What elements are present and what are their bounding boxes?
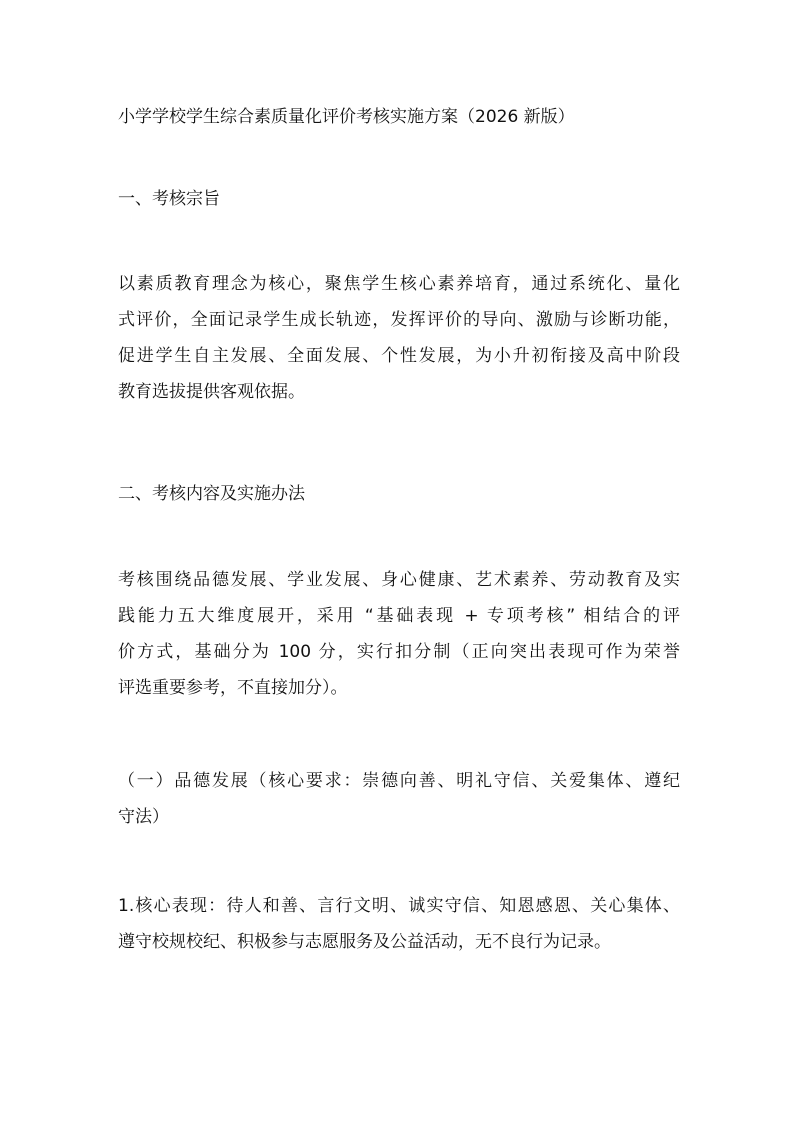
item-core-performance <box>118 888 680 960</box>
paragraph-line: 践能力五大维度展开，采用 “基础表现 + 专项考核” 相结合的评 <box>118 606 680 626</box>
paragraph-line: 式评价，全面记录学生成长轨迹，发挥评价的导向、激励与诊断功能， <box>118 310 680 330</box>
document-title <box>118 99 680 135</box>
paragraph-line: 教育选拔提供客观依据。 <box>118 382 305 402</box>
section-heading-text: 一、考核宗旨 <box>118 189 220 209</box>
section-paragraph-purpose <box>118 266 680 410</box>
paragraph-line: 评选重要参考，不直接加分）。 <box>118 678 348 698</box>
paragraph-line: 以素质教育理念为核心，聚焦学生核心素养培育，通过系统化、量化 <box>118 274 680 294</box>
paragraph-line: 促进学生自主发展、全面发展、个性发展，为小升初衔接及高中阶段 <box>118 346 680 366</box>
subsection-heading-line: （一）品德发展（核心要求：崇德向善、明礼守信、关爱集体、遵纪 <box>118 771 680 791</box>
subsection-heading-line: 守法） <box>118 807 169 827</box>
paragraph-line: 价方式，基础分为 100 分，实行扣分制（正向突出表现可作为荣誉 <box>118 642 680 662</box>
subsection-heading-moral <box>118 763 680 835</box>
title-text: 小学学校学生综合素质量化评价考核实施方案（2026 新版） <box>118 107 575 127</box>
section-heading-content <box>118 476 680 512</box>
item-line: 1.核心表现：待人和善、言行文明、诚实守信、知恩感恩、关心集体、 <box>118 896 680 916</box>
section-paragraph-content <box>118 562 680 706</box>
section-heading-purpose <box>118 181 680 217</box>
section-heading-text: 二、考核内容及实施办法 <box>118 484 305 504</box>
item-line: 遵守校规校纪、积极参与志愿服务及公益活动，无不良行为记录。 <box>118 932 611 952</box>
paragraph-line: 考核围绕品德发展、学业发展、身心健康、艺术素养、劳动教育及实 <box>118 570 680 590</box>
